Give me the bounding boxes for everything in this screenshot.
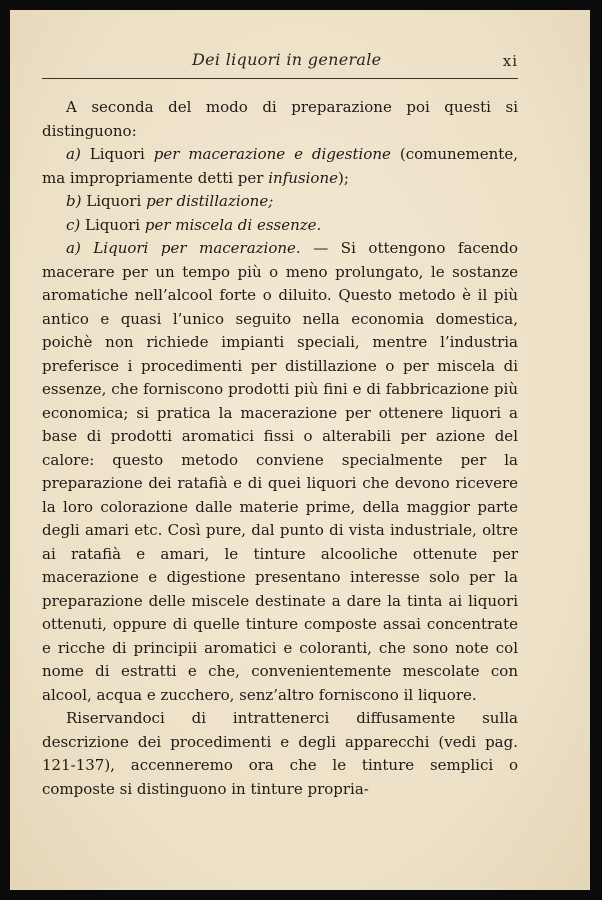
header-rule <box>42 78 518 79</box>
item-a-end: ); <box>337 168 349 187</box>
section-a-paragraph <box>42 237 518 707</box>
item-c-lead: Liquori <box>85 215 141 234</box>
closing-paragraph: Riservandoci di intrattenerci diffusamente sulla descrizione dei procedimenti e degli apparecchi (vedi pag. 121-137), accenneremo ora che le tinture semplici o composte si distinguono in tinture propria- <box>42 709 518 798</box>
item-a-emph2: infusione <box>268 168 338 187</box>
page-header <box>42 50 518 76</box>
book-page <box>10 10 590 890</box>
item-a-marker: a) <box>66 145 81 163</box>
item-b-emph: per distillazione; <box>146 192 274 210</box>
body-text <box>42 96 518 801</box>
section-a-text: — Si ottengono facendo macerare per un tempo più o meno prolungato, le sostanze aromatiche nell’alcool forte o diluito. Questo metodo è il più antico e quasi l’unico seguito nella economia domestica, poichè non richiede impianti speciali, mentre l’industria preferisce i procedimenti per distillazione o per miscela di essenze, che forniscono prodotti più fini e di fabbricazione più economica; si pratica la macerazione per ottenere liquori a base di prodotti aromatici fissi o alterabili per azione del calore: questo metodo conviene specialmente per la preparazione dei ratafià e di quei liquori che devono ricevere la loro colorazione dalle materie prime, della maggior parte degli amari etc. Così pure, dal punto di vista industriale, oltre ai ratafià e amari, le tinture alcooliche ottenute per macerazione e digestione presentano interesse solo per la preparazione delle miscele destinate a dare la tinta ai liquori ottenuti, oppure di quelle tinture composte assai concentrate e ricche di principii aromatici e coloranti, che sono note col nome di estratti e che, convenientemente mescolate con alcool, acqua e zucchero, senz’altro forniscono il liquore. <box>42 239 518 704</box>
item-c-emph: per miscela di essenze. <box>144 215 322 234</box>
item-c-marker: c) <box>66 215 81 234</box>
item-a-emph: per macerazione e digestione <box>153 145 391 163</box>
list-item-c <box>42 214 518 238</box>
section-a-heading: a) Liquori per macerazione. <box>66 239 301 257</box>
item-b-marker: b) <box>66 192 82 210</box>
item-b-lead: Liquori <box>86 192 142 210</box>
item-a-middle: (comunemente, ma impropriamente detti per <box>42 145 518 187</box>
running-title: Dei liquori in generale <box>192 50 382 69</box>
item-a-lead: Liquori <box>89 145 145 163</box>
intro-paragraph: A seconda del modo di preparazione poi questi si distinguono: <box>42 98 518 140</box>
page-number: xi <box>502 52 518 70</box>
list-item-b <box>42 190 518 214</box>
list-item-a <box>42 143 518 190</box>
